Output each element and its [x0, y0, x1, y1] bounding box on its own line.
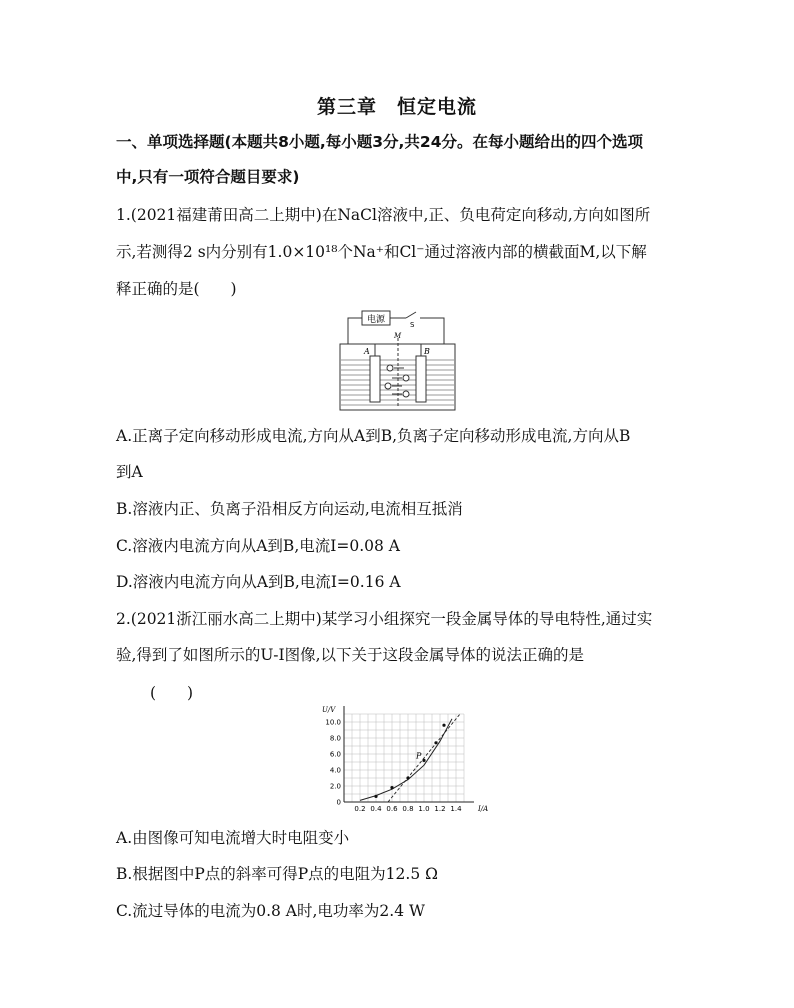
y-tick-label: 0 [336, 798, 341, 807]
switch-label: S [410, 321, 415, 329]
switch-blade [406, 312, 416, 318]
data-point [422, 759, 425, 762]
y-tick-label: 8.0 [329, 734, 341, 743]
m-label: M [394, 332, 402, 340]
q1-option-c: C.溶液内电流方向从A到B,电流I=0.08 A [116, 537, 400, 555]
b-label: B [424, 347, 430, 356]
data-point [406, 776, 409, 779]
q2-option-b: B.根据图中P点的斜率可得P点的电阻为12.5 Ω [116, 865, 438, 883]
q1-option-a: A.正离子定向移动形成电流,方向从A到B,负离子定向移动形成电流,方向从B [116, 427, 631, 445]
electrolysis-figure [340, 308, 455, 410]
q1-stem-line-2: 示,若测得2 s内分别有1.0×10¹⁸个Na⁺和Cl⁻通过溶液内部的横截面M,以下解 [116, 243, 647, 261]
ui-graph [316, 706, 489, 818]
x-tick-label: 1.4 [450, 805, 462, 813]
data-point [434, 741, 437, 744]
q2-stem-line-3: ( ) [150, 684, 194, 702]
y-tick-label: 6.0 [329, 750, 341, 759]
q1-stem-line-1: 1.(2021福建莆田高二上期中)在NaCl溶液中,正、负电荷定向移动,方向如图所 [116, 206, 651, 224]
x-tick-label: 1.0 [418, 805, 430, 813]
x-axis-label: I/A [478, 805, 489, 813]
q1-option-a-cont: 到A [116, 463, 143, 481]
point-p-label: P [416, 751, 422, 761]
y-tick-label: 10.0 [325, 718, 341, 727]
x-tick-label: 1.2 [434, 805, 446, 813]
data-point [390, 786, 393, 789]
section-heading-line-1: 一、单项选择题(本题共8小题,每小题3分,共24分。在每小题给出的四个选项 [116, 133, 644, 151]
x-tick-label: 0.8 [402, 805, 414, 813]
q2-option-a: A.由图像可知电流增大时电阻变小 [116, 829, 350, 847]
page-title: 第三章 恒定电流 [316, 96, 477, 118]
a-label: A [364, 347, 370, 356]
q2-stem-line-1: 2.(2021浙江丽水高二上期中)某学习小组探究一段金属导体的导电特性,通过实 [116, 610, 653, 628]
x-tick-label: 0.6 [386, 805, 398, 813]
x-tick-label: 0.2 [354, 805, 366, 813]
data-point [374, 795, 377, 798]
x-tick-label: 0.4 [370, 805, 382, 813]
q2-option-c: C.流过导体的电流为0.8 A时,电功率为2.4 W [116, 902, 425, 920]
q1-stem-line-3: 释正确的是( ) [116, 280, 237, 298]
y-tick-label: 4.0 [329, 766, 341, 775]
data-point [442, 724, 445, 727]
y-tick-label: 2.0 [329, 782, 341, 791]
data-curve [360, 719, 452, 801]
section-heading-line-2: 中,只有一项符合题目要求) [116, 168, 300, 186]
y-axis-label: U/V [322, 706, 336, 714]
power-source-label: 电源 [366, 315, 386, 325]
q1-option-d: D.溶液内电流方向从A到B,电流I=0.16 A [116, 573, 401, 591]
q2-stem-line-2: 验,得到了如图所示的U-I图像,以下关于这段金属导体的说法正确的是 [116, 646, 585, 664]
q1-option-b: B.溶液内正、负离子沿相反方向运动,电流相互抵消 [116, 500, 463, 518]
